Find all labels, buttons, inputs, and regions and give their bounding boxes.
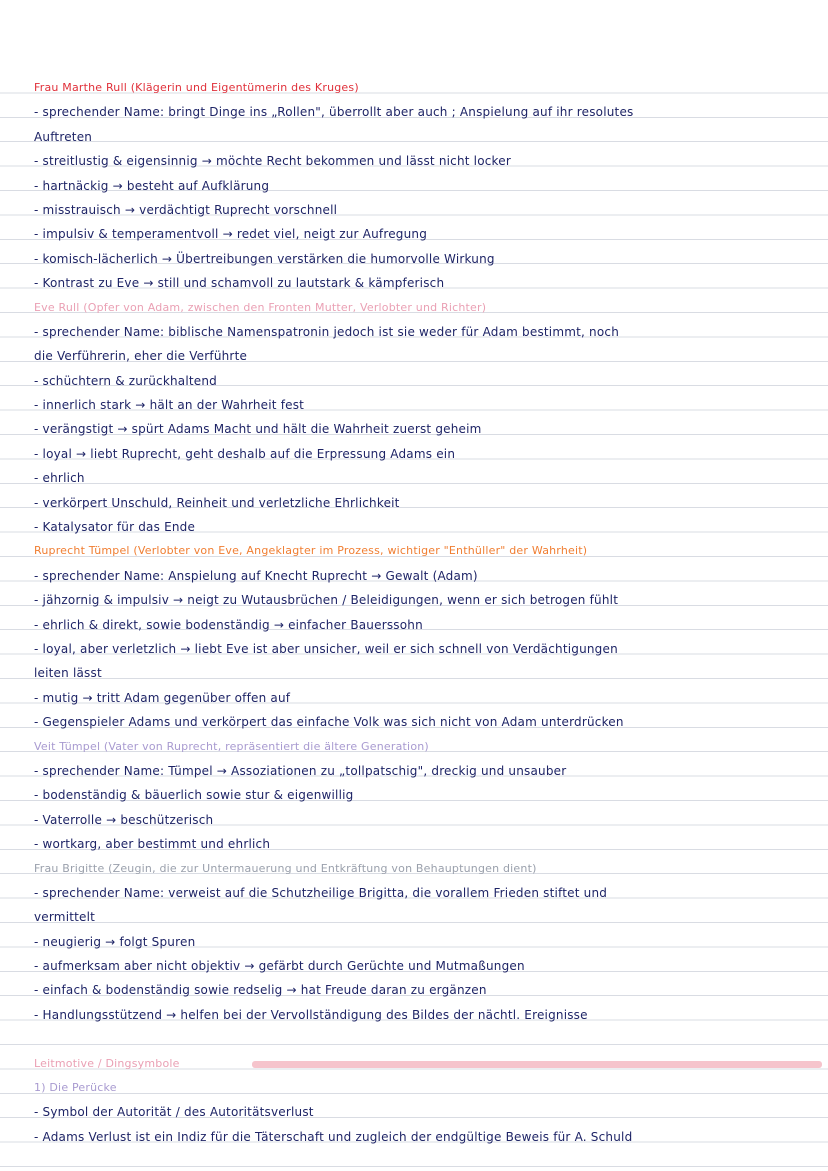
heading-veit-tuempel: Veit Tümpel (Vater von Ruprecht, repräsentiert die ältere Generation) [34,739,429,753]
note-line: - Vaterrolle → beschützerisch [34,812,214,827]
note-line: - sprechender Name: bringt Dinge ins „Rollen", überrollt aber auch ; Anspielung auf ihr resolutes [34,105,634,120]
note-line: - misstrauisch → verdächtigt Ruprecht vorschnell [34,202,338,217]
note-line: - jähzornig & impulsiv → neigt zu Wutausbrüchen / Beleidigungen, wenn er sich betrogen fühlt [34,593,619,608]
note-line: - Gegenspieler Adams und verkörpert das einfache Volk was sich nicht von Adam unterdrücken [34,715,624,730]
note-line: - einfach & bodenständig sowie redselig → hat Freude daran zu ergänzen [34,983,487,998]
note-line: - impulsiv & temperamentvoll → redet viel, neigt zur Aufregung [34,227,428,242]
note-line: - Symbol der Autorität / des Autoritätsverlust [34,1105,314,1120]
section-title-leitmotive [34,1052,824,1076]
note-line: - loyal, aber verletzlich → liebt Eve ist aber unsicher, weil er sich schnell von Verdächtigungen [34,641,618,656]
note-line: - komisch-lächerlich → Übertreibungen verstärken die humorvolle Wirkung [34,251,495,266]
heading-frau-brigitte: Frau Brigitte (Zeugin, die zur Untermauerung und Entkräftung von Behauptungen dient) [34,861,537,875]
note-line: - verängstigt → spürt Adams Macht und hält die Wahrheit zuerst geheim [34,422,482,437]
note-line: - streitlustig & eigensinnig → möchte Recht bekommen und lässt nicht locker [34,154,511,169]
note-line: - Kontrast zu Eve → still und schamvoll zu lautstark & kämpferisch [34,276,445,291]
note-line: - schüchtern & zurückhaltend [34,373,218,388]
note-line: - bodenständig & bäuerlich sowie stur & eigenwillig [34,788,354,803]
note-line: vermittelt [34,910,96,925]
notes-body [34,76,824,1149]
note-line: - neugierig → folgt Spuren [34,934,196,949]
note-line: - Katalysator für das Ende [34,520,196,535]
note-line: - Handlungsstützend → helfen bei der Vervollständigung des Bildes der nächtl. Ereignisse [34,1007,588,1022]
note-line: - sprechender Name: Anspielung auf Knecht Ruprecht → Gewalt (Adam) [34,568,478,583]
top-margin [0,0,828,70]
note-line: - sprechender Name: biblische Namenspatronin jedoch ist sie weder für Adam bestimmt, noch [34,324,619,339]
note-line: - sprechender Name: verweist auf die Schutzheilige Brigitta, die vorallem Frieden stiftet und [34,885,608,900]
note-line: - ehrlich & direkt, sowie bodenständig → einfacher Bauerssohn [34,617,423,632]
heading-ruprecht-tuempel: Ruprecht Tümpel (Verlobter von Eve, Angeklagter im Prozess, wichtiger "Enthüller" der Wahrheit) [34,544,588,558]
note-line: - mutig → tritt Adam gegenüber offen auf [34,690,291,705]
heading-marthe-rull: Frau Marthe Rull (Klägerin und Eigentümerin des Kruges) [34,81,359,94]
note-line: - Adams Verlust ist ein Indiz für die Täterschaft und zugleich der endgültige Beweis für A. Schuld [34,1129,633,1144]
note-line: - wortkarg, aber bestimmt und ehrlich [34,837,271,852]
note-line: - innerlich stark → hält an der Wahrheit fest [34,398,305,413]
note-line: - sprechender Name: Tümpel → Assoziationen zu „tollpatschig", dreckig und unsauber [34,763,567,778]
section-title-text: Leitmotive / Dingsymbole [34,1056,180,1070]
note-line: - loyal → liebt Ruprecht, geht deshalb auf die Erpressung Adams ein [34,446,456,461]
note-line: - aufmerksam aber nicht objektiv → gefärbt durch Gerüchte und Mutmaßungen [34,959,525,974]
highlight-bar [252,1061,822,1068]
note-line: die Verführerin, eher die Verführte [34,349,248,364]
note-line: leiten lässt [34,666,102,681]
blank-line [34,1027,824,1051]
note-line: - verkörpert Unschuld, Reinheit und verletzliche Ehrlichkeit [34,495,400,510]
note-line: Auftreten [34,129,93,144]
note-line: - ehrlich [34,471,85,486]
note-line: - hartnäckig → besteht auf Aufklärung [34,178,270,193]
subheading-peruecke: 1) Die Perücke [34,1081,117,1095]
heading-eve-rull: Eve Rull (Opfer von Adam, zwischen den Fronten Mutter, Verlobter und Richter) [34,300,487,314]
